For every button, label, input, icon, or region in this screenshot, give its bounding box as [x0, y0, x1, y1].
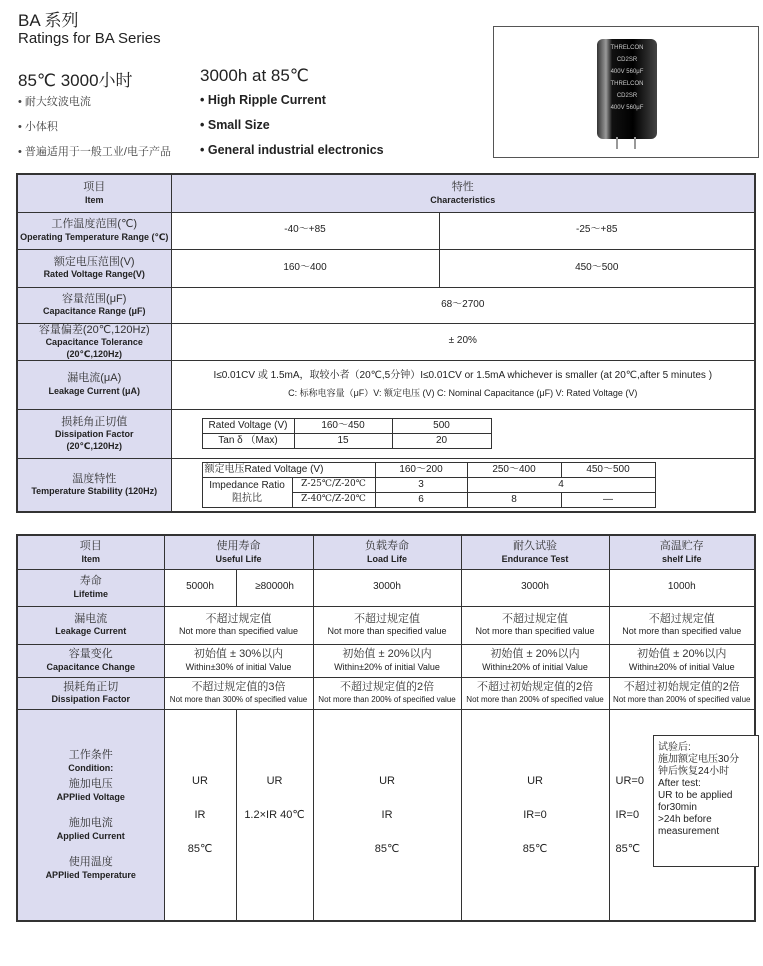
cell-text: 450～500 — [561, 463, 655, 478]
table-row — [17, 677, 755, 709]
cell-text: 阻抗比 — [232, 492, 262, 504]
after-test-note — [653, 735, 759, 867]
cell-text: 85℃ — [615, 842, 641, 855]
table-cell — [17, 569, 164, 606]
cell-text: 不超过规定值的3倍 — [191, 681, 286, 694]
cell-text: 使用温度 — [68, 855, 113, 868]
table-row — [17, 644, 755, 677]
cell-text: shelf Life — [662, 553, 702, 564]
cell-text: Not more than specified value — [622, 626, 742, 637]
table-cell — [17, 323, 171, 360]
feature-cn: • 耐大纹波电流 — [18, 96, 91, 108]
cell-text: Capacitance Tolerance (20℃,120Hz) — [45, 337, 143, 359]
cell-text: 小体积 — [24, 121, 58, 133]
cell-text: UR=0 — [615, 774, 644, 787]
cell-text: 耐大纹波电流 — [24, 96, 91, 108]
table-cell — [461, 535, 609, 569]
table-cell — [236, 709, 313, 921]
cell-text: General industrial electronics — [207, 143, 384, 157]
table-cell — [609, 535, 755, 569]
cell-text: 1.2×IR 40℃ — [244, 808, 305, 821]
cell-text: 85℃ — [374, 842, 400, 855]
cell-text: Within±20% of initial Value — [628, 661, 735, 672]
cell-text: Not more than 200% of specified value — [466, 694, 604, 704]
cell-text: 160～400 — [171, 249, 439, 287]
capacitor-image — [597, 39, 657, 139]
feature-en: • Small Size — [200, 118, 270, 132]
cell-text: 3000h — [461, 569, 609, 606]
cell-text: 额定电压范围(V) — [53, 255, 135, 268]
cell-text: 不超过规定值 — [502, 612, 569, 625]
table-cell — [17, 174, 171, 212]
table-cell — [461, 606, 609, 644]
cell-text: 容量偏差(20℃,120Hz) — [38, 323, 150, 336]
series-subtitle: Ratings for BA Series — [18, 30, 161, 47]
cell-text: 施加额定电压30分 — [658, 754, 740, 765]
table-cell — [17, 287, 171, 323]
cell-text: 20 — [392, 434, 491, 449]
cell-text: IR=0 — [523, 808, 547, 821]
cell-text: — — [561, 493, 655, 508]
cell-text: Not more than 200% of specified value — [613, 694, 751, 704]
cell-text: Leakage Current (μA) — [48, 386, 141, 396]
ratings-table — [16, 173, 756, 513]
cell-text: Capacitance Change — [46, 661, 136, 672]
table-cell — [171, 360, 755, 409]
cell-text: 不超过初始规定值的2倍 — [623, 681, 740, 694]
cell-text: for30min — [658, 802, 697, 813]
cell-text: 450～500 — [439, 249, 755, 287]
cell-text: 5000h — [164, 569, 236, 606]
cell-text: 试验后: — [658, 742, 691, 753]
table-cell — [313, 606, 461, 644]
cell-text: ≥80000h — [236, 569, 313, 606]
cell-text: 工作条件 — [68, 748, 113, 761]
cell-text: CD2SR — [616, 57, 638, 63]
table-cell — [17, 458, 171, 512]
table-row — [202, 463, 655, 478]
cell-text: 不超过初始规定值的2倍 — [476, 681, 594, 694]
cell-text: Small Size — [207, 118, 270, 132]
cell-text: 容量范围(μF) — [62, 292, 127, 305]
cell-text: 损耗角正切 — [63, 680, 119, 693]
table-cell — [609, 644, 755, 677]
cell-text: 6 — [375, 493, 467, 508]
series-title: BA 系列 — [18, 11, 79, 30]
table-cell — [17, 249, 171, 287]
table-cell — [17, 644, 164, 677]
cell-text: Endurance Test — [501, 553, 569, 564]
cell-text: Item — [84, 194, 104, 205]
feature-en: • General industrial electronics — [200, 143, 384, 157]
cell-text: Tan δ （Max) — [202, 434, 294, 449]
headline-cn: 85℃ 3000小时 — [18, 71, 133, 90]
cell-text: Capacitance Range (μF) — [42, 306, 146, 317]
table-row — [202, 478, 655, 493]
cell-text: -25～+85 — [439, 212, 755, 249]
cell-text: High Ripple Current — [207, 93, 326, 107]
cell-text: Rated Voltage Range(V) — [43, 269, 145, 280]
table-cell — [164, 644, 313, 677]
cell-text: CD2SR — [616, 93, 638, 99]
table-cell — [313, 677, 461, 709]
life-test-table — [16, 534, 756, 922]
cell-text: UR — [192, 774, 208, 787]
cell-text: Dissipation Factor — [54, 429, 134, 440]
cell-text: 15 — [294, 434, 392, 449]
table-cell — [164, 535, 313, 569]
table-cell — [313, 535, 461, 569]
cell-text: THRELCON — [610, 45, 644, 51]
cell-text: 寿命 — [79, 575, 102, 587]
cell-text: 额定电压Rated Voltage (V) — [202, 463, 375, 478]
table-row — [17, 360, 755, 409]
cell-text: 特性 — [451, 180, 474, 193]
cell-text: APPlied Temperature — [45, 869, 136, 880]
cell-text: (20℃,120Hz) — [66, 440, 122, 451]
cell-text: After test: — [658, 778, 701, 789]
cell-text: 1000h — [609, 569, 755, 606]
cell-text: 钟后恢复24小时 — [658, 766, 730, 777]
table-row — [17, 212, 755, 249]
cell-text: IR=0 — [615, 808, 640, 821]
cell-text: 8 — [467, 493, 561, 508]
table-cell — [202, 478, 292, 508]
cell-text: Lifetime — [73, 588, 108, 599]
cell-text: 初始值 ± 20%以内 — [490, 648, 580, 660]
cell-text: 不超过规定值 — [648, 612, 715, 625]
table-cell — [17, 212, 171, 249]
cell-text: 耐久试验 — [513, 539, 558, 552]
table-row — [17, 409, 755, 458]
table-cell — [17, 409, 171, 458]
cell-text: 160～450 — [294, 419, 392, 434]
table-cell — [17, 677, 164, 709]
table-cell — [164, 709, 236, 921]
cell-text: 85℃ — [522, 842, 548, 855]
cell-text: 负载寿命 — [365, 539, 410, 552]
cell-text: 4 — [467, 478, 655, 493]
cell-text: 使用寿命 — [216, 539, 261, 552]
cell-text: 不超过规定值 — [354, 612, 421, 625]
cell-text: Useful Life — [215, 553, 262, 564]
cell-text: UR — [379, 774, 395, 787]
cell-text: 项目 — [79, 539, 102, 552]
cell-text: 施加电流 — [68, 816, 113, 829]
cell-text: Z-25℃/Z-20℃ — [292, 478, 375, 493]
table-cell — [609, 606, 755, 644]
cell-text: UR — [266, 774, 283, 787]
cell-text: Within±20% of initial Value — [482, 661, 588, 672]
headline-en: 3000h at 85℃ — [200, 66, 309, 85]
cell-text: Item — [81, 553, 100, 564]
cell-text: 160～200 — [375, 463, 467, 478]
cell-text: 400V 560μF — [610, 69, 644, 75]
cell-text: Temperature Stability (120Hz) — [31, 486, 158, 497]
cell-text: 400V 560μF — [610, 105, 644, 111]
cell-text: 250～400 — [467, 463, 561, 478]
cell-text: 温度特性 — [72, 472, 117, 485]
table-cell — [461, 709, 609, 921]
cell-text: Not more than specified value — [475, 626, 595, 637]
cell-text: C: 标称电容量（μF）V: 额定电压 (V) C: Nominal Capacitance (μF) V: Rated Voltage (V) — [288, 388, 638, 399]
cell-text: measurement — [658, 826, 720, 837]
table-row — [17, 569, 755, 606]
table-row — [17, 323, 755, 360]
table-cell — [17, 606, 164, 644]
table-row — [17, 249, 755, 287]
cell-text: Condition: — [68, 762, 114, 773]
table-cell — [461, 644, 609, 677]
cell-text: I≤0.01CV 或 1.5mA，取较小者（20℃,5分钟）I≤0.01CV or 1.5mA whichever is smaller (at 20℃,after 5 minutes ) — [213, 369, 713, 381]
cell-text: Applied Current — [56, 830, 125, 841]
table-row — [17, 458, 755, 512]
cell-text: Leakage Current — [55, 626, 127, 637]
cell-text: THRELCON — [610, 81, 644, 87]
cell-text: IR — [381, 808, 393, 821]
table-row — [202, 419, 491, 434]
cell-text: 普遍适用于一般工业/电子产品 — [24, 146, 171, 158]
cell-text: 500 — [392, 419, 491, 434]
table-cell — [313, 644, 461, 677]
table-cell — [164, 606, 313, 644]
cell-text: 高温贮存 — [659, 539, 704, 552]
cell-text: Not more than specified value — [178, 626, 299, 637]
feature-cn: • 小体积 — [18, 121, 58, 133]
table-row — [17, 709, 755, 921]
cell-text: Rated Voltage (V) — [202, 419, 294, 434]
cell-text: 3 — [375, 478, 467, 493]
cell-text: 施加电压 — [68, 777, 113, 790]
table-cell — [17, 360, 171, 409]
table-cell — [171, 174, 755, 212]
feature-cn: • 普遍适用于一般工业/电子产品 — [18, 146, 171, 158]
cell-text: Impedance Ratio — [209, 480, 285, 491]
cell-text: 初始值 ± 30%以内 — [193, 648, 284, 660]
table-row — [17, 174, 755, 212]
cell-text: 工作温度范围(℃) — [51, 218, 138, 230]
cell-text: Within±30% of initial Value — [185, 661, 292, 672]
cell-text: UR to be applied — [658, 790, 733, 801]
table-cell — [164, 677, 313, 709]
table-row — [17, 606, 755, 644]
cell-text: APPlied Voltage — [56, 791, 125, 802]
cell-text: ± 20% — [171, 323, 755, 360]
cell-text: IR — [194, 808, 206, 821]
cell-text: 损耗角正切值 — [61, 415, 128, 428]
cell-text: Z-40℃/Z-20℃ — [292, 493, 375, 508]
table-row — [17, 287, 755, 323]
cell-text: 不超过规定值的2倍 — [339, 681, 435, 694]
cell-text: Dissipation Factor — [51, 694, 130, 705]
capacitor-photo — [493, 26, 759, 158]
table-cell — [171, 409, 755, 458]
feature-en: • High Ripple Current — [200, 93, 326, 107]
table-row — [17, 535, 755, 569]
cell-text: 68～2700 — [171, 287, 755, 323]
cell-text: 不超过规定值 — [205, 612, 272, 625]
cell-text: 项目 — [83, 180, 106, 193]
cell-text: Operating Temperature Range (℃) — [20, 231, 169, 242]
cell-text: 漏电流(μA) — [67, 372, 122, 385]
cell-text: 漏电流 — [74, 612, 108, 625]
table-cell — [461, 677, 609, 709]
cell-text: Not more than 300% of specified value — [169, 694, 308, 704]
cell-text: Characteristics — [430, 194, 496, 205]
table-cell — [313, 709, 461, 921]
cell-text: >24h before — [658, 814, 712, 825]
table-cell — [609, 677, 755, 709]
cell-text: Not more than specified value — [327, 626, 447, 637]
table-cell — [171, 458, 755, 512]
cell-text: -40～+85 — [171, 212, 439, 249]
table-row — [202, 434, 491, 449]
cell-text: 初始值 ± 20%以内 — [342, 648, 432, 660]
cell-text: UR — [527, 774, 543, 787]
cell-text: 3000h — [313, 569, 461, 606]
cell-text: 初始值 ± 20%以内 — [637, 648, 727, 660]
cell-text: Load Life — [367, 553, 408, 564]
table-cell — [17, 535, 164, 569]
cell-text: 容量变化 — [68, 648, 113, 660]
table-cell — [17, 709, 164, 921]
cell-text: Not more than 200% of specified value — [318, 694, 456, 704]
cell-text: 85℃ — [187, 842, 213, 855]
cell-text: Within±20% of initial Value — [334, 661, 440, 672]
